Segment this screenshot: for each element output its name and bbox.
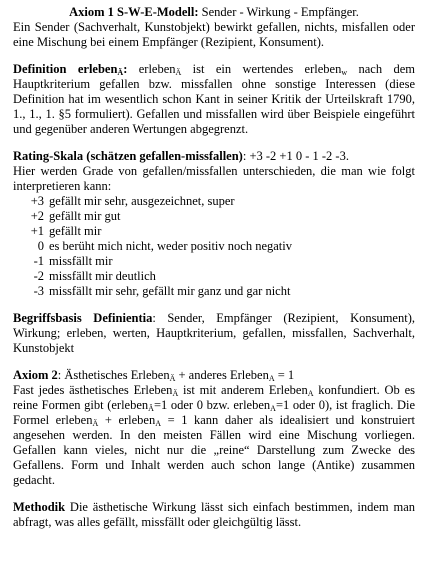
axiom2-h-text-1: : Ästhetisches Erleben: [57, 368, 170, 382]
axiom2-b-text-7: = 1 kann daher als idealisiert und konstruiert angesehen werden. In den meisten Fällen wird eine Mischung vorliegen. Gefallen kann vieles, nicht nur die „reine“ Darstellung zum Zwecke des Gefallens. Form und Inhalt werden auch schon lange (Antike) zusammen gedacht.: [13, 413, 415, 487]
axiom2-b-sub-6: A: [155, 419, 161, 428]
axiom2-b-text-4: =1 oder 0 bzw. erleben: [153, 398, 271, 412]
rating-item: [13, 224, 415, 239]
definition-label-colon: :: [123, 62, 128, 76]
rating-intro: Hier werden Grade von gefallen/missfallen unterschieden, die man wie folgt interpretieren kann:: [13, 164, 415, 193]
axiom2-heading: [13, 368, 415, 383]
methodik-paragraph: [13, 500, 415, 530]
methodik-body: Die ästhetische Wirkung lässt sich einfach bestimmen, indem man abfragt, was alles gefällt, missfällt oder gleichgültig lässt.: [13, 500, 415, 529]
rating-heading: [13, 149, 415, 164]
begriffsbasis-label: Begriffsbasis Definientia: [13, 311, 153, 325]
rating-item: [13, 284, 415, 299]
axiom2-b-text-3: konfundiert. Ob es reine Formen gibt (erleben: [13, 383, 415, 412]
axiom2-body: [13, 383, 415, 488]
rating-text: gefällt mir: [49, 224, 102, 238]
axiom2-b-sub-5: Ä: [92, 419, 99, 428]
rating-text: gefällt mir gut: [49, 209, 121, 223]
rating-label: Rating-Skala (schätzen gefallen-missfallen): [13, 149, 243, 163]
definition-sub-1: Ä: [175, 68, 182, 77]
definition-label-text: Definition erleben: [13, 62, 118, 76]
rating-text: gefällt mir sehr, ausgezeichnet, super: [49, 194, 235, 208]
rating-item: [13, 194, 415, 209]
axiom2-b-text-5: =1 oder 0), ist fraglich. Die Formel erleben: [13, 398, 415, 427]
rating-item: [13, 269, 415, 284]
begriffsbasis-paragraph: [13, 311, 415, 356]
axiom1-title: Axiom 1 S-W-E-Modell:: [69, 5, 199, 19]
axiom2-b-text-6: + erleben: [98, 413, 156, 427]
rating-text: missfällt mir deutlich: [49, 269, 156, 283]
rating-item: [13, 209, 415, 224]
definition-text-1: erleben: [127, 62, 176, 76]
definition-text-3: nach dem Hauptkriterium gefallen bzw. missfallen ohne sonstige Interessen (diese Definition hat im wesentlich schon Kant in seiner Kritik der Urteilskraft 1790, 1., 1., 1. §5 formuliert). Gefallen und missfallen wird über Beispiele eingeführt und gegenüber anderen Wertungen abgegrenzt.: [13, 62, 415, 136]
axiom1-subtitle: Sender - Wirkung - Empfänger.: [198, 5, 359, 19]
axiom2-h-sub-1: Ä: [169, 374, 176, 383]
rating-scale: : +3 -2 +1 0 - 1 -2 -3.: [242, 149, 349, 163]
axiom2-b-sub-1: Ä: [172, 389, 179, 398]
axiom2-b-text-2: ist mit anderem Erleben: [178, 383, 308, 397]
rating-value: +1: [30, 224, 44, 238]
definition-sub-2: w: [341, 68, 348, 77]
rating-item: [13, 254, 415, 269]
rating-list: [13, 194, 415, 299]
rating-value: +2: [30, 209, 44, 223]
axiom1-heading: [13, 5, 415, 20]
rating-value: -1: [33, 254, 44, 268]
rating-text: missfällt mir sehr, gefällt mir ganz und gar nicht: [49, 284, 291, 298]
axiom2-h-text-3: = 1: [274, 368, 295, 382]
rating-text: es berüht mich nicht, weder positiv noch negativ: [49, 239, 292, 253]
axiom1-body: Ein Sender (Sachverhalt, Kunstobjekt) bewirkt gefallen, nichts, misfallen oder eine Mischung bei einem Empfänger (Rezipient, Konsument).: [13, 20, 415, 49]
definition-text-2: ist ein wertendes erleben: [181, 62, 342, 76]
axiom2-b-sub-2: A: [307, 389, 314, 398]
axiom2-b-sub-4: A: [270, 404, 276, 413]
axiom2-b-text-1: Fast jedes ästhetisches Erleben: [13, 383, 173, 397]
rating-value: +3: [30, 194, 44, 208]
definition-label-sub: Ä: [117, 68, 124, 77]
axiom2-h-text-2: + anderes Erleben: [175, 368, 269, 382]
begriffsbasis-body: : Sender, Empfänger (Rezipient, Konsument), Wirkung; erleben, werten, Hauptkriterium, gefallen, missfallen, Sachverhalt, Kunstobjekt: [13, 311, 415, 355]
rating-item: [13, 239, 415, 254]
methodik-label: Methodik: [13, 500, 66, 514]
rating-value: 0: [37, 239, 44, 253]
rating-value: -3: [33, 284, 44, 298]
axiom2-h-sub-2: A: [268, 374, 275, 383]
definition-paragraph: [13, 62, 415, 137]
axiom2-label: Axiom 2: [13, 368, 58, 382]
axiom2-b-sub-3: Ä: [148, 404, 154, 413]
definition-label: [13, 62, 127, 76]
rating-text: missfällt mir: [49, 254, 113, 268]
rating-value: -2: [33, 269, 44, 283]
